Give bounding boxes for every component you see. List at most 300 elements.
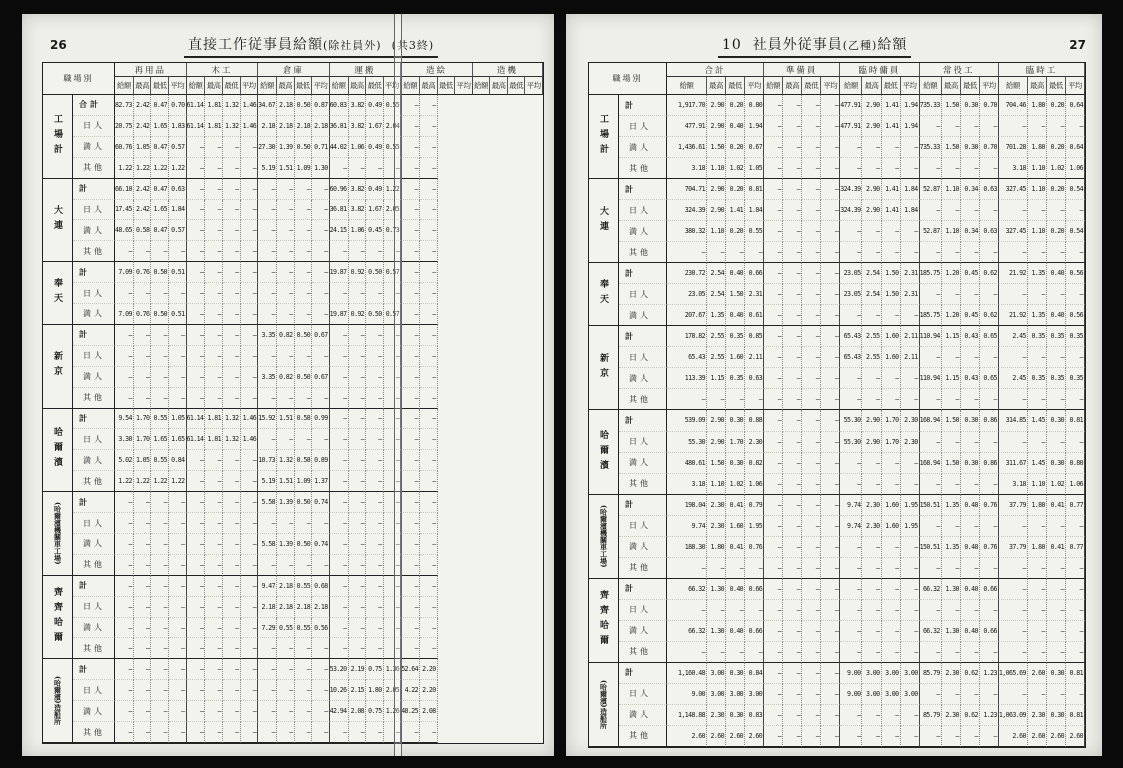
right-page-number: 27 — [1069, 38, 1086, 52]
table-cell: 60.76 — [115, 137, 134, 158]
table-cell: — — [115, 492, 134, 513]
table-cell: — — [241, 471, 259, 492]
table-cell: — — [862, 453, 881, 474]
table-cell: 0.58 — [134, 220, 152, 241]
table-cell: — — [295, 555, 313, 576]
table-cell: 0.92 — [349, 304, 367, 325]
table-cell: — — [401, 137, 420, 158]
table-cell: — — [802, 621, 821, 642]
table-cell: — — [802, 495, 821, 516]
table-cell: — — [205, 137, 223, 158]
table-cell: — — [330, 492, 349, 513]
table-cell: 60.83 — [330, 95, 349, 116]
table-cell: — — [420, 200, 438, 221]
table-cell: — — [1028, 642, 1047, 663]
table-cell: — — [840, 642, 862, 663]
row-label: 満人 — [619, 453, 667, 474]
table-cell: 0.55 — [295, 618, 313, 639]
table-cell: — — [330, 722, 349, 743]
row-label: 計 — [619, 263, 667, 284]
table-cell: 0.30 — [1047, 705, 1066, 726]
table-cell: — — [420, 450, 438, 471]
table-cell: — — [942, 347, 961, 368]
workplace-group-label: 哈爾濱 — [589, 410, 619, 494]
table-cell: — — [277, 659, 295, 680]
table-cell: — — [961, 200, 980, 221]
table-cell: 0.30 — [1047, 453, 1066, 474]
table-cell: — — [802, 137, 821, 158]
table-cell: — — [961, 242, 980, 263]
table-cell: — — [349, 618, 367, 639]
workplace-group-label: (哈爾濱機關車工場) — [43, 492, 73, 576]
corner-header: 職場別 — [43, 63, 115, 95]
table-cell: — — [821, 579, 840, 600]
table-cell: — — [862, 221, 881, 242]
table-cell: — — [349, 597, 367, 618]
table-cell: — — [241, 346, 259, 367]
table-cell: — — [783, 621, 802, 642]
column-group-header: 運搬 — [330, 63, 402, 77]
table-cell: — — [420, 346, 438, 367]
table-cell: — — [169, 555, 187, 576]
table-cell: — — [1028, 621, 1047, 642]
table-cell: — — [223, 555, 241, 576]
table-cell: — — [840, 537, 862, 558]
table-cell: — — [134, 680, 152, 701]
table-cell: 66.32 — [920, 579, 942, 600]
table-cell: — — [312, 722, 330, 743]
table-cell: — — [277, 220, 295, 241]
table-cell: 1.83 — [169, 116, 187, 137]
table-cell: — — [999, 579, 1028, 600]
table-cell: 0.50 — [295, 137, 313, 158]
table-cell: — — [420, 597, 438, 618]
table-cell: — — [401, 200, 420, 221]
table-cell: — — [205, 722, 223, 743]
table-cell: 2.42 — [134, 179, 152, 200]
table-cell: 0.86 — [980, 410, 999, 431]
sub-header: 平均 — [312, 77, 330, 95]
table-cell: 48.65 — [115, 220, 134, 241]
table-cell: 0.48 — [961, 537, 980, 558]
table-cell: 48.25 — [401, 701, 420, 722]
right-page — [566, 14, 1102, 756]
table-cell: 1.30 — [942, 621, 961, 642]
table-cell: — — [764, 537, 783, 558]
table-cell: — — [205, 283, 223, 304]
table-cell: 0.63 — [169, 179, 187, 200]
table-cell: — — [223, 618, 241, 639]
table-cell: — — [901, 558, 920, 579]
table-cell: — — [115, 576, 134, 597]
table-cell: 324.39 — [840, 200, 862, 221]
table-cell: — — [783, 263, 802, 284]
table-cell: 65.43 — [840, 326, 862, 347]
table-cell: 0.30 — [726, 410, 745, 431]
table-cell: — — [277, 304, 295, 325]
table-cell: — — [277, 283, 295, 304]
table-cell: — — [401, 555, 420, 576]
table-cell: — — [223, 283, 241, 304]
table-cell: — — [999, 621, 1028, 642]
table-cell: — — [802, 305, 821, 326]
table-cell: — — [961, 389, 980, 410]
table-cell: — — [115, 388, 134, 409]
table-cell: — — [134, 325, 152, 346]
row-label: 満人 — [73, 304, 115, 325]
sub-header: 給額 — [473, 77, 491, 95]
table-cell: 1.15 — [707, 368, 726, 389]
table-cell: 324.39 — [667, 200, 707, 221]
sub-header: 平均 — [980, 77, 999, 95]
table-cell: — — [1047, 558, 1066, 579]
table-cell: — — [187, 492, 206, 513]
table-cell: — — [187, 534, 206, 555]
table-cell: — — [901, 642, 920, 663]
table-cell: 1.39 — [277, 534, 295, 555]
table-cell: 2.05 — [384, 680, 402, 701]
sub-header: 給額 — [840, 77, 862, 95]
table-cell: — — [840, 558, 862, 579]
table-cell: 1.50 — [726, 284, 745, 305]
table-cell: — — [241, 638, 259, 659]
row-label: 満人 — [619, 368, 667, 389]
table-cell: — — [241, 241, 259, 262]
table-cell: — — [295, 179, 313, 200]
row-label: 満人 — [73, 367, 115, 388]
table-cell: — — [821, 516, 840, 537]
table-cell: 1.37 — [312, 471, 330, 492]
table-cell: 477.91 — [667, 116, 707, 137]
table-cell: — — [420, 179, 438, 200]
table-cell: 1.80 — [1028, 137, 1047, 158]
table-cell: — — [901, 389, 920, 410]
table-cell: 3.00 — [726, 684, 745, 705]
table-cell: — — [115, 701, 134, 722]
table-cell: — — [384, 283, 402, 304]
table-cell: 0.54 — [1066, 221, 1085, 242]
table-cell: — — [223, 241, 241, 262]
table-cell: 1.09 — [295, 471, 313, 492]
table-cell: 0.74 — [312, 492, 330, 513]
table-cell: — — [420, 638, 438, 659]
table-cell: 15.92 — [258, 409, 277, 430]
table-cell: 150.51 — [920, 537, 942, 558]
table-cell: — — [901, 368, 920, 389]
table-cell: 1.41 — [882, 200, 901, 221]
table-cell: 65.43 — [667, 347, 707, 368]
table-cell: 2.60 — [707, 726, 726, 747]
table-cell: — — [882, 453, 901, 474]
table-cell: — — [384, 471, 402, 492]
table-cell: — — [401, 722, 420, 743]
table-cell: — — [862, 242, 881, 263]
table-cell: — — [764, 642, 783, 663]
table-cell: — — [151, 659, 169, 680]
table-cell: — — [942, 242, 961, 263]
table-cell: — — [1066, 389, 1085, 410]
table-cell: — — [961, 684, 980, 705]
table-cell: — — [366, 429, 384, 450]
table-cell: — — [783, 389, 802, 410]
table-cell: — — [920, 642, 942, 663]
row-label: 満人 — [619, 621, 667, 642]
table-cell: — — [942, 600, 961, 621]
table-cell: 3.00 — [901, 663, 920, 684]
table-cell: 1.36 — [384, 659, 402, 680]
table-cell: 4.22 — [401, 680, 420, 701]
table-cell: — — [241, 492, 259, 513]
table-cell: 0.50 — [295, 367, 313, 388]
table-cell: — — [942, 116, 961, 137]
row-label: 計 — [619, 579, 667, 600]
table-cell: — — [420, 241, 438, 262]
table-cell: — — [205, 262, 223, 283]
table-cell: — — [821, 537, 840, 558]
table-cell: — — [349, 388, 367, 409]
table-cell: — — [223, 158, 241, 179]
table-cell: 113.39 — [667, 368, 707, 389]
table-cell: 0.92 — [349, 262, 367, 283]
table-cell: — — [764, 516, 783, 537]
table-cell: 2.90 — [707, 116, 726, 137]
table-cell: — — [349, 576, 367, 597]
table-cell: — — [241, 680, 259, 701]
table-cell: 0.20 — [726, 95, 745, 116]
table-cell: — — [707, 242, 726, 263]
table-cell: — — [223, 638, 241, 659]
table-cell: — — [802, 537, 821, 558]
table-cell: — — [420, 618, 438, 639]
table-cell: 185.75 — [920, 263, 942, 284]
table-cell: 1.81 — [205, 116, 223, 137]
table-cell: 2.18 — [312, 116, 330, 137]
table-cell: — — [961, 158, 980, 179]
table-cell: 23.05 — [840, 263, 862, 284]
row-label: 計 — [73, 409, 115, 430]
table-cell: 7.09 — [115, 304, 134, 325]
table-cell: — — [862, 642, 881, 663]
table-cell: 0.50 — [295, 492, 313, 513]
table-cell: 1.22 — [151, 158, 169, 179]
table-cell: — — [349, 450, 367, 471]
table-cell: 1.94 — [901, 116, 920, 137]
table-cell: — — [295, 241, 313, 262]
table-cell: — — [151, 325, 169, 346]
table-cell: — — [1066, 116, 1085, 137]
table-cell: 2.54 — [862, 284, 881, 305]
row-label: 日人 — [619, 684, 667, 705]
table-cell: — — [901, 537, 920, 558]
table-cell: — — [115, 659, 134, 680]
table-cell: 0.64 — [1066, 137, 1085, 158]
table-cell: — — [821, 95, 840, 116]
table-cell: — — [764, 684, 783, 705]
table-cell: 1.50 — [942, 410, 961, 431]
table-cell: 2.30 — [901, 432, 920, 453]
table-cell: 1.45 — [1028, 453, 1047, 474]
table-cell: — — [783, 516, 802, 537]
table-cell: 168.94 — [920, 410, 942, 431]
table-cell: — — [115, 597, 134, 618]
table-cell: — — [980, 642, 999, 663]
table-cell: 2.54 — [862, 263, 881, 284]
table-cell: — — [151, 701, 169, 722]
table-cell: — — [115, 346, 134, 367]
table-cell: 0.62 — [961, 663, 980, 684]
table-cell: — — [802, 663, 821, 684]
table-cell: 0.84 — [745, 663, 764, 684]
table-cell: 2.04 — [384, 116, 402, 137]
table-cell: — — [295, 388, 313, 409]
table-cell: — — [783, 242, 802, 263]
table-cell: 1.02 — [1047, 158, 1066, 179]
table-cell: 1.60 — [882, 495, 901, 516]
table-cell: — — [169, 388, 187, 409]
table-cell: — — [366, 555, 384, 576]
table-cell: — — [726, 242, 745, 263]
table-cell: — — [1028, 389, 1047, 410]
row-label: 計 — [619, 663, 667, 684]
table-cell: — — [401, 597, 420, 618]
table-cell: — — [258, 346, 277, 367]
table-cell: — — [821, 684, 840, 705]
table-cell: — — [980, 432, 999, 453]
table-cell: — — [312, 220, 330, 241]
table-cell: 0.62 — [980, 305, 999, 326]
table-cell: 324.39 — [840, 179, 862, 200]
table-cell: 1.10 — [707, 474, 726, 495]
table-cell: — — [862, 621, 881, 642]
table-cell: — — [1066, 284, 1085, 305]
sub-header: 平均 — [525, 77, 543, 95]
table-cell: — — [151, 513, 169, 534]
sub-header: 最低 — [726, 77, 745, 95]
table-cell: 1.35 — [1028, 305, 1047, 326]
table-cell: — — [802, 284, 821, 305]
workplace-group-label: (哈爾濱)造船所 — [43, 659, 73, 743]
table-cell: 1.32 — [223, 409, 241, 430]
table-cell: 0.35 — [1047, 368, 1066, 389]
table-cell: — — [187, 200, 206, 221]
table-cell: — — [980, 726, 999, 747]
table-cell: 55.30 — [667, 432, 707, 453]
table-cell: 1.70 — [882, 432, 901, 453]
table-cell: — — [330, 325, 349, 346]
table-cell: — — [258, 680, 277, 701]
table-cell: — — [862, 305, 881, 326]
table-cell: — — [1028, 432, 1047, 453]
table-cell: 0.57 — [384, 304, 402, 325]
table-cell: 0.30 — [1047, 410, 1066, 431]
table-cell: 0.40 — [726, 579, 745, 600]
row-label: 計 — [73, 492, 115, 513]
table-cell: — — [241, 576, 259, 597]
table-cell: 2.90 — [862, 432, 881, 453]
table-cell: — — [821, 389, 840, 410]
table-cell: — — [1047, 600, 1066, 621]
table-cell: — — [312, 346, 330, 367]
table-cell: — — [942, 516, 961, 537]
table-cell: 1.06 — [1066, 158, 1085, 179]
table-cell: 1.06 — [349, 220, 367, 241]
table-cell: — — [783, 179, 802, 200]
table-cell: 1.60 — [882, 347, 901, 368]
table-cell: — — [1028, 116, 1047, 137]
table-cell: — — [783, 453, 802, 474]
sub-header: 最低 — [961, 77, 980, 95]
table-cell: 2.31 — [745, 284, 764, 305]
table-cell: 2.15 — [349, 680, 367, 701]
table-cell: 1.80 — [1028, 495, 1047, 516]
table-cell: — — [223, 534, 241, 555]
table-cell: — — [169, 597, 187, 618]
table-cell: 0.40 — [726, 621, 745, 642]
table-cell: — — [920, 558, 942, 579]
table-cell: — — [901, 705, 920, 726]
table-cell: 61.14 — [187, 95, 206, 116]
table-cell: — — [745, 242, 764, 263]
table-cell: — — [134, 555, 152, 576]
table-cell: 1.30 — [707, 579, 726, 600]
table-cell: 3.00 — [901, 684, 920, 705]
table-cell: 9.74 — [840, 516, 862, 537]
table-cell: — — [783, 200, 802, 221]
table-cell: 1.50 — [707, 453, 726, 474]
table-cell: 0.76 — [745, 537, 764, 558]
table-cell: — — [187, 576, 206, 597]
table-cell: 0.58 — [295, 450, 313, 471]
row-label: 其他 — [73, 241, 115, 262]
table-cell: — — [295, 262, 313, 283]
table-cell: 1.50 — [942, 453, 961, 474]
table-cell: 185.75 — [920, 305, 942, 326]
table-cell: 65.43 — [840, 347, 862, 368]
table-cell: — — [134, 597, 152, 618]
table-cell: — — [802, 600, 821, 621]
table-cell: 0.67 — [312, 325, 330, 346]
table-cell: — — [277, 638, 295, 659]
table-cell: — — [241, 137, 259, 158]
table-cell: — — [882, 368, 901, 389]
table-cell: — — [205, 179, 223, 200]
table-cell: — — [187, 618, 206, 639]
table-cell: 1.35 — [707, 305, 726, 326]
table-cell: — — [920, 474, 942, 495]
left-title-main: 直接工作従事員給額 — [188, 37, 323, 53]
table-cell: — — [277, 680, 295, 701]
table-cell: — — [764, 600, 783, 621]
table-cell: — — [366, 241, 384, 262]
row-label: 満人 — [73, 618, 115, 639]
table-cell: — — [366, 450, 384, 471]
table-cell: 3.18 — [999, 474, 1028, 495]
table-cell: — — [384, 409, 402, 430]
table-cell: — — [420, 722, 438, 743]
table-cell: 1.05 — [745, 158, 764, 179]
table-cell: 1.39 — [277, 492, 295, 513]
table-cell: 5.58 — [258, 492, 277, 513]
table-cell: 0.70 — [980, 95, 999, 116]
table-cell: — — [420, 492, 438, 513]
row-label: 其他 — [73, 722, 115, 743]
table-cell: 2.90 — [862, 200, 881, 221]
table-cell: 0.41 — [726, 495, 745, 516]
table-cell: 0.30 — [961, 410, 980, 431]
table-cell: — — [277, 555, 295, 576]
table-cell: 0.35 — [1066, 326, 1085, 347]
table-cell: — — [802, 642, 821, 663]
